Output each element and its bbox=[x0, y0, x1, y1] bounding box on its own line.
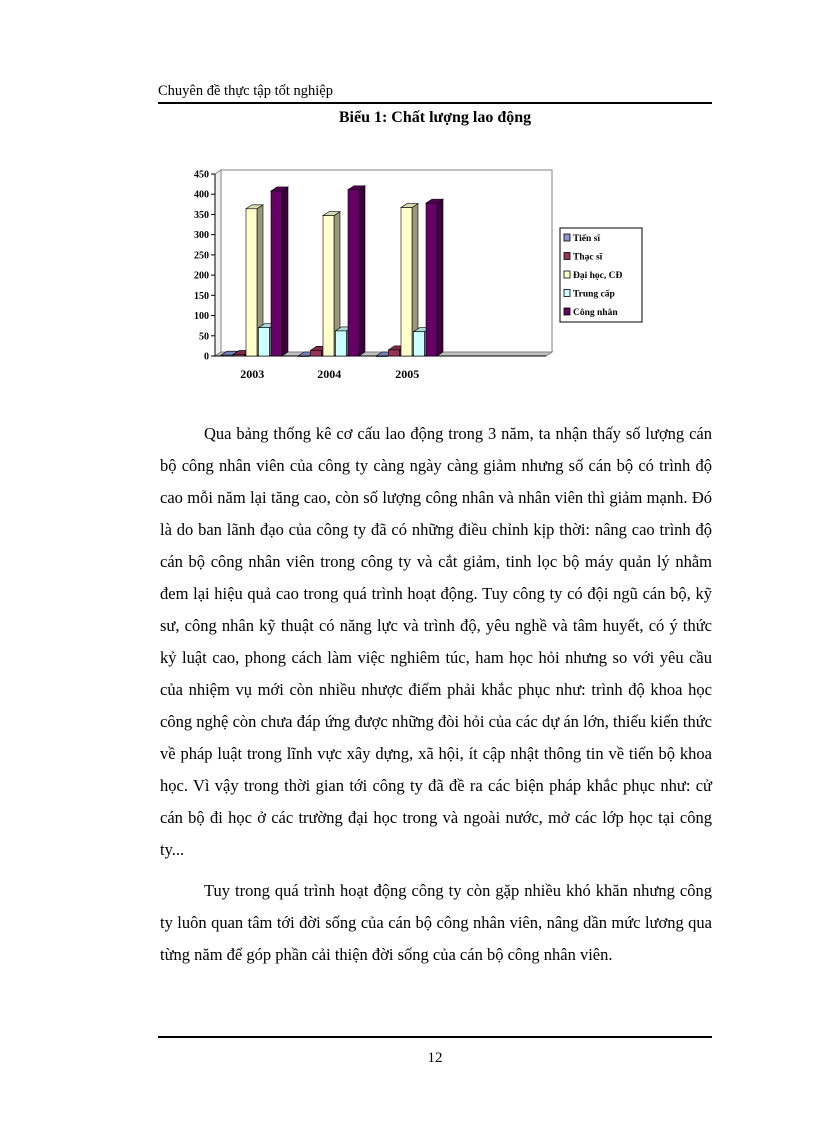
page-number: 12 bbox=[427, 1050, 443, 1066]
y-tick-label: 450 bbox=[194, 169, 209, 181]
legend-swatch bbox=[564, 234, 570, 241]
chart-title: Biểu 1: Chất lượng lao động bbox=[338, 109, 532, 126]
legend-swatch bbox=[564, 253, 570, 260]
y-tick-label: 200 bbox=[194, 270, 209, 282]
y-tick-label: 50 bbox=[199, 331, 209, 343]
legend-label: Thạc sĩ bbox=[573, 252, 603, 263]
paragraph-1: Qua bảng thống kê cơ cấu lao động trong 3 năm, ta nhận thấy số lượng cán bộ công nhân viên của công ty càng ngày càng giảm nhưng số cán bộ có trình độ cao mỗi năm lại tăng cao, còn số lượng công nhân và nhân viên thì giảm mạnh. Đó là do ban lãnh đạo của công ty đã có những điều chỉnh kịp thời: nâng cao trình độ cán bộ công nhân viên trong công ty và cắt giảm, tinh lọc bộ máy quản lý nhằm đem lại hiệu quả cao trong quá trình hoạt động. Tuy công ty có đội ngũ cán bộ, kỹ sư, công nhân kỹ thuật có năng lực và trình độ, yêu nghề và tâm huyết, có ý thức kỷ luật cao, phong cách làm việc nghiêm túc, ham học hỏi nhưng so với yêu cầu của nhiệm vụ mới còn nhiều nhược điểm phải khắc phục như: trình độ khoa học công nghệ còn chưa đáp ứng được những đòi hỏi của các dự án lớn, thiếu kiến thức về pháp luật trong lĩnh vực xây dựng, xã hội, ít cập nhật thông tin về tiến bộ khoa học. Vì vậy trong thời gian tới công ty đã đề ra các biện pháp khắc phục như: cử cán bộ đi học ở các trường đại học trong và ngoài nước, mở các lớp học tại công ty... bbox=[160, 424, 712, 859]
legend-swatch bbox=[564, 308, 570, 315]
page-header: Chuyên đề thực tập tốt nghiệp bbox=[158, 83, 333, 99]
body-text bbox=[160, 418, 712, 971]
y-tick-label: 300 bbox=[194, 230, 209, 242]
legend-swatch bbox=[564, 290, 570, 297]
legend-label: Đại học, CĐ bbox=[573, 271, 623, 281]
chart-quality-of-labor bbox=[160, 160, 650, 385]
legend-swatch bbox=[564, 271, 570, 278]
y-tick-label: 350 bbox=[194, 209, 209, 221]
y-tick-label: 0 bbox=[204, 351, 209, 363]
y-tick-label: 150 bbox=[194, 290, 209, 302]
y-tick-label: 250 bbox=[194, 250, 209, 262]
footer-rule bbox=[158, 1036, 712, 1038]
x-tick-label-2004: 2004 bbox=[317, 367, 342, 381]
bar-2004-5 bbox=[348, 186, 365, 356]
legend-label: Công nhân bbox=[573, 308, 618, 318]
x-tick-label-2003: 2003 bbox=[240, 367, 265, 381]
y-tick-label: 400 bbox=[194, 189, 209, 201]
legend-label: Tiến sĩ bbox=[573, 234, 601, 244]
bar-2005-5 bbox=[426, 199, 443, 356]
chart-side-wall bbox=[215, 170, 221, 356]
bar-2003-5 bbox=[271, 187, 288, 356]
legend-label: Trung cấp bbox=[573, 289, 615, 300]
y-tick-label: 100 bbox=[194, 311, 209, 323]
paragraph-2: Tuy trong quá trình hoạt động công ty còn gặp nhiều khó khăn nhưng công ty luôn quan tâm tới đời sống của cán bộ công nhân viên, nâng dần mức lương qua từng năm để góp phần cải thiện đời sống của cán bộ công nhân viên. bbox=[160, 881, 712, 964]
x-tick-label-2005: 2005 bbox=[395, 367, 420, 381]
header-rule bbox=[158, 102, 712, 104]
